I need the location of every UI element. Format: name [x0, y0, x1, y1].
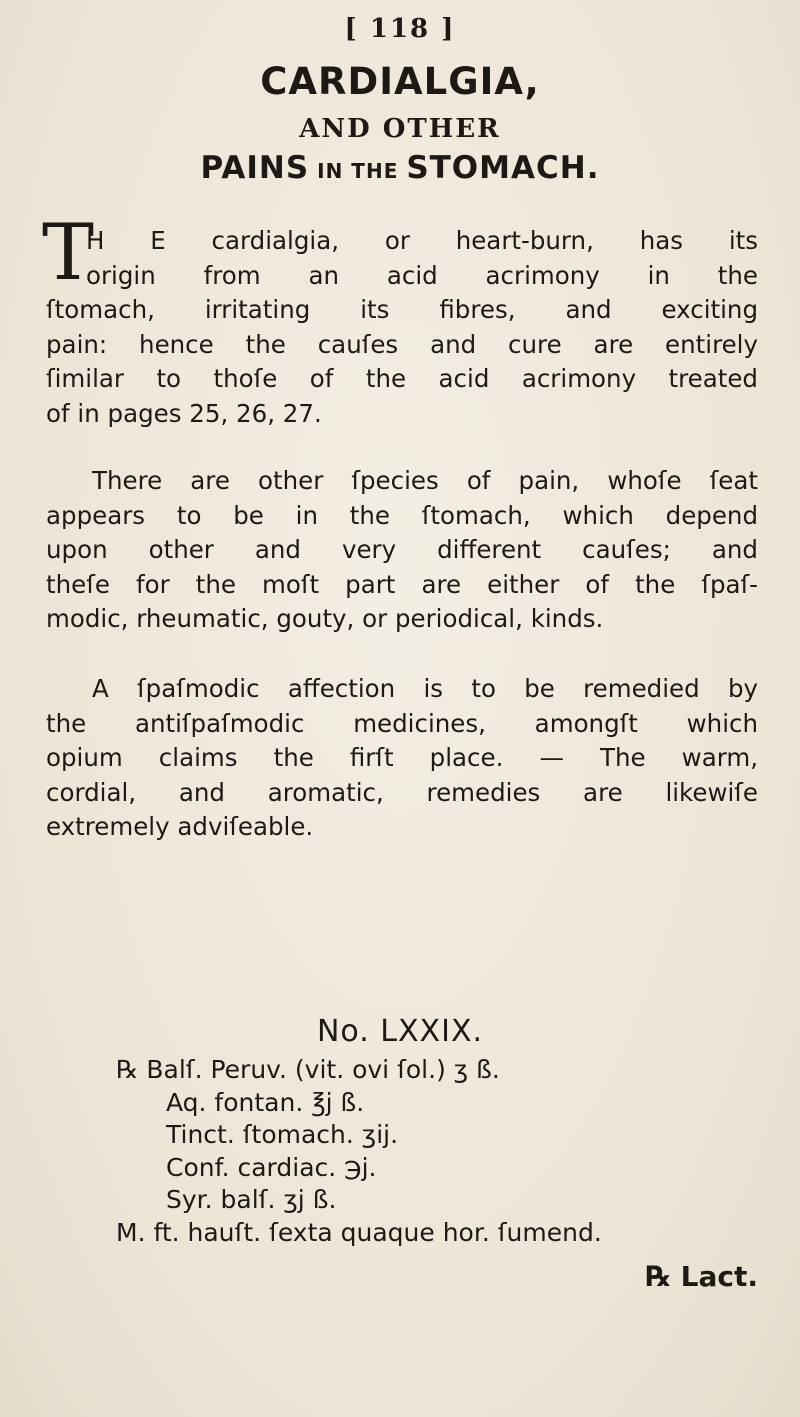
paragraph-line: A ſpaſmodic affection is to be remedied by	[92, 674, 758, 703]
heading-part-3: STOMACH.	[406, 150, 600, 186]
paragraph-line: cordial, and aromatic, remedies are likewiſe	[46, 777, 758, 807]
paragraph-cardialgia	[46, 224, 758, 432]
paragraph-line: H E cardialgia, or heart-burn, has its	[86, 226, 758, 255]
recipe-line: Aq. fontan. ℥j ß.	[166, 1087, 365, 1117]
paragraph-line: modic, rheumatic, gouty, or periodical, kinds.	[46, 604, 604, 634]
paragraph-line: There are other ſpecies of pain, whoſe ſeat	[92, 466, 758, 495]
paragraph-line: upon other and very different cauſes; and	[46, 535, 758, 565]
paragraph-line: origin from an acid acrimony in the	[86, 260, 758, 290]
recipe-line: Syr. balſ. ʒj ß.	[166, 1185, 337, 1214]
recipe-line: Tinct. ſtomach. ʒij.	[166, 1120, 399, 1149]
catchword: ℞ Lact.	[645, 1260, 758, 1293]
recipe-line: M. ft. hauſt. ſexta quaque hor. ſumend.	[116, 1217, 602, 1247]
heading-part-2: IN THE	[309, 159, 407, 183]
chapter-title: CARDIALGIA,	[260, 60, 540, 103]
paragraph-line: appears to be in the ſtomach, which depend	[46, 500, 758, 530]
recipe-number: No. LXXIX.	[316, 1014, 484, 1049]
paragraph-line: of in pages 25, 26, 27.	[46, 398, 322, 428]
chapter-subtitle: AND OTHER	[299, 114, 501, 144]
paragraph-line: the antiſpaſmodic medicines, amongſt which	[46, 708, 758, 738]
paragraph-line: extremely adviſeable.	[46, 812, 314, 842]
drop-cap: T	[42, 208, 95, 298]
paragraph-line: pain: hence the cauſes and cure are entirely	[46, 329, 758, 359]
paragraph-line: ſtomach, irritating its fibres, and exciting	[46, 295, 758, 325]
paragraph-line: theſe for the moſt part are either of the ſpaſ-	[46, 569, 758, 599]
paragraph-spasmodic	[46, 672, 758, 845]
page-number: [ 118 ]	[344, 14, 456, 44]
recipe-line: Conf. cardiac. ℈j.	[166, 1152, 377, 1182]
recipe-block	[116, 1054, 602, 1249]
paragraph-line: opium claims the firſt place. — The warm,	[46, 743, 758, 773]
heading-part-1: PAINS	[200, 150, 310, 186]
paragraph-other-pains	[46, 464, 758, 637]
chapter-heading	[0, 150, 800, 186]
recipe-line: ℞ Balſ. Peruv. (vit. ovi ſol.) ʒ ß.	[116, 1055, 500, 1084]
paragraph-line: ſimilar to thoſe of the acid acrimony treated	[46, 364, 758, 394]
